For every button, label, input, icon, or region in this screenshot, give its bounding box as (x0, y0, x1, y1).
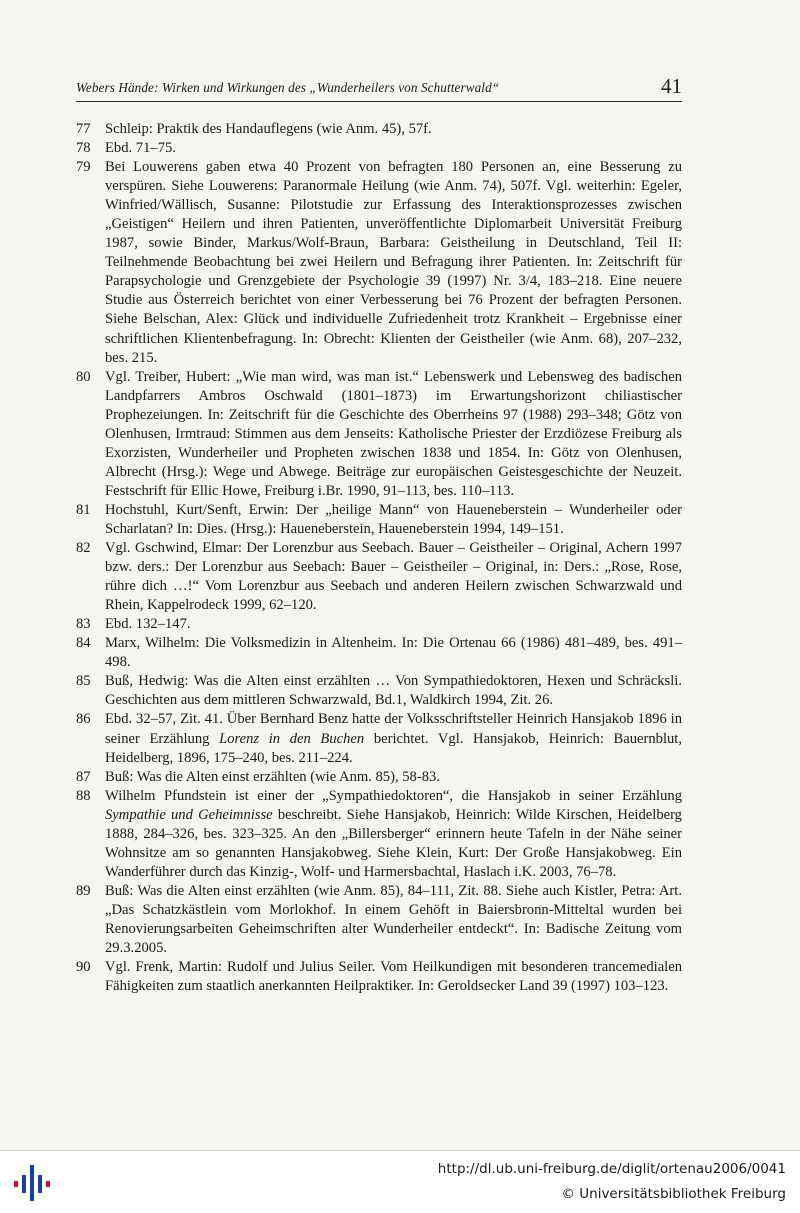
footnote-number: 88 (76, 787, 91, 804)
footnote-number: 80 (76, 368, 91, 385)
footnote (76, 672, 682, 710)
footnote-text: Schleip: Praktik des Handauflegens (wie Anm. 45), 57f. (105, 121, 432, 137)
footnote (76, 710, 682, 767)
footnote-number: 89 (76, 882, 91, 899)
library-footer (0, 1150, 800, 1213)
footnote (76, 787, 682, 882)
footnote-text: Vgl. Frenk, Martin: Rudolf und Julius Seiler. Vom Heilkundigen mit besonderen trancemedialen Fähigkeiten zum staatlich anerkannten Heilpraktiker. In: Geroldsecker Land 39 (1997) 103–123. (105, 959, 682, 995)
footnote-number: 79 (76, 159, 91, 176)
footnote-text: Bei Louwerens gaben etwa 40 Prozent von befragten 180 Personen an, eine Besserung zu verspüren. Siehe Louwerens: Paranormale Heilung (wie Anm. 74), 507f. Vgl. weiterhin: Egeler, Winfried/Wällisch, Susanne: Pilotstudie zur Erfassung des Interaktionsprozesses zwischen „Geistigen“ Heilern und ihren Patienten, unveröffentlichte Diplomarbeit Universität Freiburg 1987, sowie Binder, Markus/Wolf-Braun, Barbara: Geistheilung in Deutschland, Teil II: Teilnehmende Beobachtung bei zwei Heilern und Befragung ihrer Patienten. In: Zeitschrift für Parapsychologie und Grenzgebiete der Psychologie 39 (1997) Nr. 3/4, 183–218. Eine neuere Studie aus Österreich berichtet von einer Verbesserung bei 76 Prozent der befragten Personen. Siehe Belschan, Alex: Glück und individuelle Zufriedenheit trotz Krankheit – Ergebnisse einer schriftlichen Klientenbefragung. In: Obrecht: Klienten der Geistheiler (wie Anm. 68), 207–232, bes. 215. (105, 159, 682, 366)
running-header (76, 76, 682, 102)
footnote-text: Buß: Was die Alten einst erzählten (wie Anm. 85), 58-83. (105, 768, 440, 785)
running-title: Webers Hände: Wirken und Wirkungen des „Wunderheilers von Schutterwald“ (76, 80, 500, 95)
footnote (76, 139, 682, 158)
footnote-number: 82 (76, 540, 91, 557)
footnote-text: Buß, Hedwig: Was die Alten einst erzählten … Von Sympathiedoktoren, Hexen und Schräcksli. Geschichten aus dem mittleren Schwarzwald, Bd.1, Waldkirch 1994, Zit. 26. (105, 673, 682, 709)
book-title-italic: Lorenz in den Buchen (219, 730, 365, 747)
footnote (76, 501, 682, 539)
footnote-text: Hochstuhl, Kurt/Senft, Erwin: Der „heilige Mann“ von Haueneberstein – Wunderheiler oder Scharlatan? In: Dies. (Hrsg.): Haueneberstein, Haueneberstein 1994, 149–151. (105, 501, 682, 537)
footnote (76, 882, 682, 958)
book-title-italic: Sympathie und Geheimnisse (105, 806, 273, 823)
footnote (76, 539, 682, 615)
footnote-number: 90 (76, 959, 91, 976)
footnote (76, 634, 682, 672)
footnote (76, 120, 682, 139)
footnote-number: 86 (76, 711, 91, 728)
footnote (76, 958, 682, 996)
footnote-number: 84 (76, 635, 91, 652)
footnote-text: Marx, Wilhelm: Die Volksmedizin in Altenheim. In: Die Ortenau 66 (1986) 481–489, bes. 491–498. (105, 635, 682, 671)
footnote (76, 368, 682, 501)
ub-freiburg-logo-icon[interactable] (14, 1165, 50, 1201)
footnote-text: Ebd. 71–75. (105, 140, 176, 157)
footnote-number: 85 (76, 673, 91, 690)
copyright-notice: © Universitätsbibliothek Freiburg (561, 1186, 786, 1202)
footnote-text: Ebd. 32–57, Zit. 41. Über Bernhard Benz hatte der Volksschriftsteller Heinrich Hansjakob 1896 in seiner Erzählung Lorenz in den Buchen berichtet. Vgl. Hansjakob, Heinrich: Bauernblut, Heidelberg, 1896, 175–240, bes. 211–224. (105, 711, 682, 766)
footnote (76, 615, 682, 634)
footnote (76, 158, 682, 368)
footnote-number: 78 (76, 140, 91, 157)
footnote-text: Wilhelm Pfundstein ist einer der „Sympathiedoktoren“, die Hansjakob in seiner Erzählung Sympathie und Geheimnisse beschreibt. Siehe Hansjakob, Heinrich: Wilde Kirschen, Heidelberg 1888, 284–326, bes. 323–325. An den „Billersberger“ erinnern heute Tafeln in der Nähe seiner Wohnsitze am so genannten Hansjakobweg. Siehe Klein, Kurt: Der Große Hansjakobweg. Ein Wanderführer durch das Kinzig-, Wolf- und Harmersbachtal, Haslach i.K. 2003, 76–78. (105, 787, 682, 880)
footnote-number: 83 (76, 616, 91, 633)
footnote (76, 768, 682, 787)
footnote-text: Vgl. Gschwind, Elmar: Der Lorenzbur aus Seebach. Bauer – Geistheiler – Original, Achern 1997 bzw. ders.: Der Lorenzbur aus Seebach: Bauer – Geistheiler – Original, in: Ders.: „Rose, Rose, rühre dich …!“ Vom Lorenzbur aus Seebach und anderen Heilern zwischen Schwarzwald und Rhein, Kappelrodeck 1999, 62–120. (105, 540, 682, 614)
footnote-text: Buß: Was die Alten einst erzählten (wie Anm. 85), 84–111, Zit. 88. Siehe auch Kistler, Petra: Art. „Das Schatzkästlein vom Morlokhof. In einem Gehöft in Baiersbronn-Mitteltal wurden bei Renovierungsarbeiten Geheimschriften alter Wunderheiler entdeckt“. In: Badische Zeitung vom 29.3.2005. (105, 882, 682, 957)
footnote-text: Ebd. 132–147. (105, 616, 191, 633)
permalink-url[interactable]: http://dl.ub.uni-freiburg.de/diglit/ortenau2006/0041 (437, 1161, 786, 1177)
footnote-number: 87 (76, 768, 91, 785)
footnote-number: 77 (76, 121, 91, 137)
footnote-number: 81 (76, 501, 91, 518)
page-number: 41 (661, 74, 682, 98)
footnote-list (76, 120, 682, 996)
footnote-text: Vgl. Treiber, Hubert: „Wie man wird, was man ist.“ Lebenswerk und Lebensweg des badischen Landpfarrers Ambros Oschwald (1801–1873) im Erwartungshorizont chiliastischer Prophezeiungen. In: Zeitschrift für die Geschichte des Oberrheins 97 (1988) 293–348; Götz von Olenhusen, Irmtraud: Stimmen aus dem Jenseits: Katholische Priester der Erzdiözese Freiburg als Exorzisten, Wunderheiler und Propheten zwischen 1838 und 1854. In: Götz von Olenhusen, Albrecht (Hrsg.): Wege und Abwege. Beiträge zur europäischen Geistesgeschichte der Neuzeit. Festschrift für Ellic Howe, Freiburg i.Br. 1990, 91–113, bes. 110–113. (105, 368, 682, 499)
